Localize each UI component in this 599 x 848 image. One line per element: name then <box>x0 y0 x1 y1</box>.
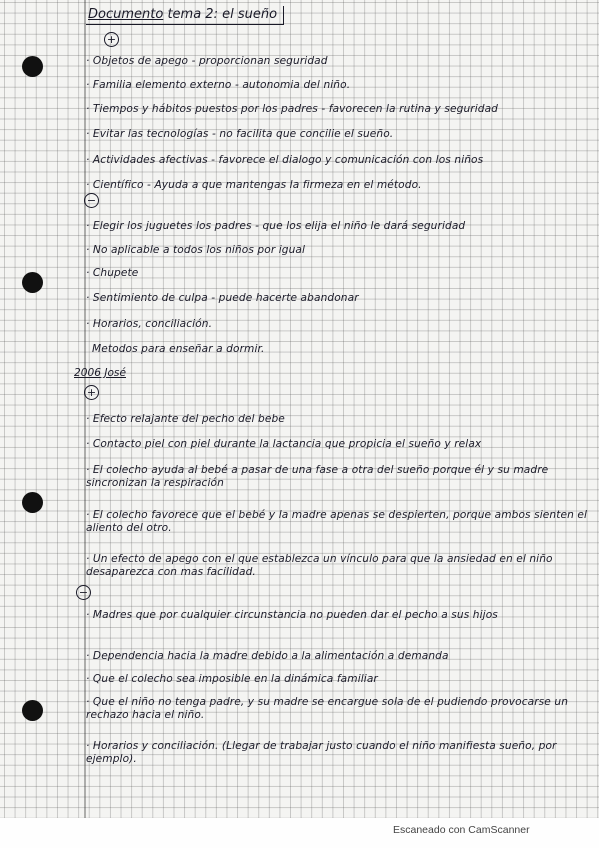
note-line: · Horarios y conciliación. (Llegar de trabajar justo cuando el niño manifiesta sueño, por ejemplo). <box>86 740 557 765</box>
title-part-1: Documento <box>88 7 164 22</box>
note-line: · Chupete <box>86 267 139 279</box>
minus-symbol-2: − <box>76 585 91 600</box>
page-title <box>86 6 284 25</box>
year-author: 2006 José <box>74 367 126 379</box>
plus-symbol-2: + <box>84 385 99 400</box>
note-line: · Científico - Ayuda a que mantengas la firmeza en el método. <box>86 179 422 191</box>
note-line: · Dependencia hacia la madre debido a la alimentación a demanda <box>86 650 449 662</box>
note-line: · El colecho favorece que el bebé y la madre apenas se despierten, porque ambos sienten el aliento del otro. <box>86 509 588 534</box>
note-line: · Elegir los juguetes los padres - que los elija el niño le dará seguridad <box>86 220 466 232</box>
note-line: · Que el colecho sea imposible en la dinámica familiar <box>86 673 378 685</box>
note-line: · Madres que por cualquier circunstancia no pueden dar el pecho a sus hijos <box>86 609 498 621</box>
note-line: · Sentimiento de culpa - puede hacerte abandonar <box>86 292 359 304</box>
binder-hole-2 <box>22 272 43 293</box>
note-line: · El colecho ayuda al bebé a pasar de una fase a otra del sueño porque él y su madre sincronizan la respiración <box>86 464 549 489</box>
title-part-2: tema 2: el sueño <box>167 7 278 22</box>
note-line: · Horarios, conciliación. <box>86 318 213 330</box>
note-line: · Que el niño no tenga padre, y su madre se encargue sola de el pudiendo provocarse un rechazo hacia el niño. <box>86 696 569 721</box>
methods-heading: Metodos para enseñar a dormir. <box>92 343 265 355</box>
note-line: · Actividades afectivas - favorece el dialogo y comunicación con los niños <box>86 154 484 166</box>
note-line: · Efecto relajante del pecho del bebe <box>86 413 285 425</box>
note-line: · Un efecto de apego con el que establezca un vínculo para que la ansiedad en el niño desaparezca con mas facilidad. <box>86 553 553 578</box>
plus-symbol-1: + <box>104 32 119 47</box>
note-line: · Tiempos y hábitos puestos por los padres - favorecen la rutina y seguridad <box>86 103 499 115</box>
binder-hole-1 <box>22 56 43 77</box>
note-line: · Objetos de apego - proporcionan seguridad <box>86 55 328 67</box>
note-line: · Familia elemento externo - autonomia del niño. <box>86 79 351 91</box>
binder-hole-4 <box>22 700 43 721</box>
binder-hole-3 <box>22 492 43 513</box>
note-line: · Evitar las tecnologías - no facilita que concilie el sueño. <box>86 128 394 140</box>
note-line: · Contacto piel con piel durante la lactancia que propicia el sueño y relax <box>86 438 482 450</box>
minus-symbol-1: − <box>84 193 99 208</box>
scanner-watermark: Escaneado con CamScanner <box>393 824 530 836</box>
note-line: · No aplicable a todos los niños por igual <box>86 244 306 256</box>
